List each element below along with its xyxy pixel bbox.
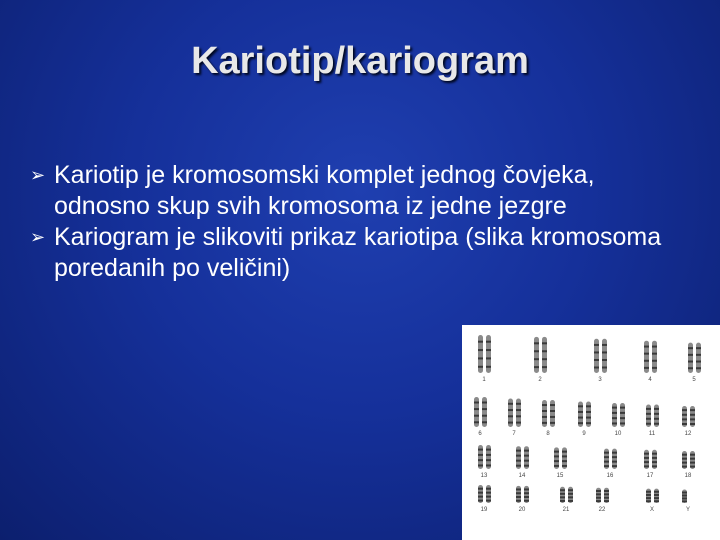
chromosome-band bbox=[508, 403, 513, 405]
chromosome-band bbox=[508, 415, 513, 417]
chromosome-band bbox=[550, 416, 555, 418]
chromosome-band bbox=[696, 354, 701, 356]
chromosome-band bbox=[482, 408, 487, 410]
chromosome-band bbox=[612, 461, 617, 463]
chromosome-band bbox=[654, 494, 659, 496]
chromosome-band bbox=[560, 493, 565, 495]
chromosome-band bbox=[568, 496, 573, 498]
chromosome-band bbox=[652, 457, 657, 459]
chromosome-band bbox=[542, 366, 547, 368]
chromosome-band bbox=[516, 409, 521, 411]
chromosome-band bbox=[654, 408, 659, 410]
chromosome-band bbox=[682, 500, 687, 502]
chromosome-band bbox=[516, 500, 521, 502]
chromosome-band bbox=[612, 452, 617, 454]
chromosome-band bbox=[612, 422, 617, 424]
chromosome-band bbox=[534, 358, 539, 360]
chromosome-band bbox=[690, 423, 695, 425]
chromosome-number-label: 18 bbox=[684, 473, 692, 479]
arrow-icon: ➢ bbox=[30, 165, 46, 185]
chromosome-band bbox=[594, 367, 599, 369]
chromosome-band bbox=[654, 500, 659, 502]
chromosome-band bbox=[562, 460, 567, 462]
chromosome-band bbox=[654, 418, 659, 420]
chromosome-band bbox=[646, 408, 651, 410]
chromosome-band bbox=[486, 488, 491, 490]
chromosome-band bbox=[682, 418, 687, 420]
chromosome-number-label: X bbox=[649, 507, 655, 513]
chromosome-band bbox=[604, 500, 609, 502]
chromosome-number-label: 16 bbox=[606, 473, 614, 479]
chromosome-band bbox=[682, 466, 687, 468]
chromosome-band bbox=[646, 494, 651, 496]
chromosome-band bbox=[682, 423, 687, 425]
chromosome-band bbox=[524, 492, 529, 494]
chromosome-band bbox=[682, 409, 687, 411]
chromosome-band bbox=[602, 344, 607, 346]
chromosome-band bbox=[586, 422, 591, 424]
chromosome-band bbox=[474, 421, 479, 423]
chromosome-band bbox=[594, 344, 599, 346]
chromosome-band bbox=[652, 461, 657, 463]
chromosome-number-label: 7 bbox=[512, 431, 516, 437]
chromosome-band bbox=[690, 409, 695, 411]
chromosome-band bbox=[478, 488, 483, 490]
chromosome-band bbox=[554, 455, 559, 457]
chromosome-band bbox=[568, 489, 573, 491]
chromosome-band bbox=[620, 422, 625, 424]
chromosome-band bbox=[646, 497, 651, 499]
chromosome-band bbox=[652, 346, 657, 348]
chromosome-band bbox=[604, 461, 609, 463]
chromosome-band bbox=[478, 349, 483, 351]
chromosome-number-label: 8 bbox=[546, 431, 550, 437]
chromosome-band bbox=[654, 423, 659, 425]
chromosome-band bbox=[524, 465, 529, 467]
chromosome-band bbox=[478, 449, 483, 451]
chromosome-band bbox=[478, 341, 483, 343]
chromosome-band bbox=[516, 465, 521, 467]
chromosome-band bbox=[478, 454, 483, 456]
chromosome-band bbox=[550, 404, 555, 406]
chromosome-band bbox=[550, 422, 555, 424]
chromosome-band bbox=[486, 496, 491, 498]
chromosome-band bbox=[602, 367, 607, 369]
chromosome-band bbox=[644, 367, 649, 369]
chromosome-band bbox=[474, 415, 479, 417]
chromosome-band bbox=[562, 465, 567, 467]
chromosome-band bbox=[682, 497, 687, 499]
chromosome-band bbox=[524, 500, 529, 502]
chromosome-band bbox=[542, 350, 547, 352]
chromosome-band bbox=[486, 454, 491, 456]
chromosome-band bbox=[652, 453, 657, 455]
chromosome-band bbox=[644, 353, 649, 355]
chromosome-band bbox=[542, 410, 547, 412]
bullet-item bbox=[30, 160, 670, 222]
chromosome-band bbox=[524, 488, 529, 490]
chromosome-band bbox=[516, 455, 521, 457]
chromosome-band bbox=[596, 493, 601, 495]
chromosome-band bbox=[550, 410, 555, 412]
bullet-list bbox=[30, 160, 670, 284]
chromosome-band bbox=[682, 462, 687, 464]
chromosome-band bbox=[654, 413, 659, 415]
chromosome-number-label: 13 bbox=[480, 473, 488, 479]
chromosome-band bbox=[478, 357, 483, 359]
chromosome-number-label: 20 bbox=[518, 507, 526, 513]
chromosome-band bbox=[652, 465, 657, 467]
chromosome-band bbox=[560, 496, 565, 498]
chromosome-band bbox=[688, 367, 693, 369]
chromosome-band bbox=[620, 417, 625, 419]
chromosome-number-label: 22 bbox=[598, 507, 606, 513]
chromosome-band bbox=[602, 359, 607, 361]
chromosome-number-label: 14 bbox=[518, 473, 526, 479]
chromosome-band bbox=[478, 366, 483, 368]
chromosome-band bbox=[516, 422, 521, 424]
chromosome-band bbox=[604, 490, 609, 492]
chromosome-number-label: 17 bbox=[646, 473, 654, 479]
chromosome-number-label: Y bbox=[685, 507, 691, 513]
chromosome-band bbox=[604, 465, 609, 467]
chromosome-band bbox=[682, 492, 687, 494]
chromosome-band bbox=[690, 418, 695, 420]
chromosome-band bbox=[654, 491, 659, 493]
chromosome-band bbox=[604, 456, 609, 458]
chromosome-band bbox=[482, 415, 487, 417]
chromosome-band bbox=[612, 417, 617, 419]
chromosome-band bbox=[516, 492, 521, 494]
chromosome-band bbox=[644, 453, 649, 455]
chromosome-band bbox=[524, 460, 529, 462]
chromosome-band bbox=[654, 497, 659, 499]
chromosome-band bbox=[568, 493, 573, 495]
chromosome-band bbox=[696, 367, 701, 369]
chromosome-band bbox=[578, 405, 583, 407]
chromosome-band bbox=[508, 422, 513, 424]
chromosome-band bbox=[516, 403, 521, 405]
chromosome-band bbox=[586, 417, 591, 419]
chromosome-band bbox=[604, 493, 609, 495]
chromosome-band bbox=[644, 457, 649, 459]
chromosome-band bbox=[486, 500, 491, 502]
chromosome-band bbox=[644, 360, 649, 362]
chromosome-band bbox=[620, 407, 625, 409]
chromosome-number-label: 5 bbox=[692, 377, 696, 383]
karyogram-image bbox=[462, 325, 720, 540]
chromosome-band bbox=[596, 490, 601, 492]
chromosome-band bbox=[612, 465, 617, 467]
chromosome-band bbox=[478, 500, 483, 502]
chromosome-number-label: 1 bbox=[482, 377, 486, 383]
chromosome-band bbox=[542, 342, 547, 344]
chromosome-band bbox=[646, 418, 651, 420]
arrow-icon: ➢ bbox=[30, 227, 46, 247]
chromosome-band bbox=[604, 497, 609, 499]
chromosome-band bbox=[516, 415, 521, 417]
bullet-item bbox=[30, 222, 670, 284]
chromosome-band bbox=[682, 414, 687, 416]
chromosome-band bbox=[560, 489, 565, 491]
chromosome-band bbox=[516, 496, 521, 498]
chromosome-band bbox=[568, 500, 573, 502]
chromosome-band bbox=[594, 351, 599, 353]
chromosome-band bbox=[486, 492, 491, 494]
chromosome-band bbox=[696, 361, 701, 363]
chromosome-band bbox=[524, 496, 529, 498]
chromosome-number-label: 3 bbox=[598, 377, 602, 383]
chromosome-number-label: 10 bbox=[614, 431, 622, 437]
chromosome-number-label: 21 bbox=[562, 507, 570, 513]
chromosome-band bbox=[620, 412, 625, 414]
chromosome-band bbox=[652, 360, 657, 362]
chromosome-band bbox=[478, 496, 483, 498]
chromosome-band bbox=[482, 421, 487, 423]
bullet-text: Kariogram je slikoviti prikaz kariotipa (slika kromosoma poredanih po veličini) bbox=[54, 223, 662, 282]
chromosome-band bbox=[682, 494, 687, 496]
chromosome-band bbox=[554, 451, 559, 453]
chromosome-band bbox=[478, 492, 483, 494]
chromosome-band bbox=[578, 422, 583, 424]
chromosome-band bbox=[594, 359, 599, 361]
chromosome-band bbox=[646, 413, 651, 415]
chromosome-band bbox=[562, 451, 567, 453]
chromosome-band bbox=[554, 465, 559, 467]
chromosome-band bbox=[474, 408, 479, 410]
chromosome-band bbox=[596, 497, 601, 499]
chromosome-number-label: 19 bbox=[480, 507, 488, 513]
chromosome-number-label: 11 bbox=[648, 431, 656, 437]
chromosome-band bbox=[690, 462, 695, 464]
chromosome-band bbox=[682, 454, 687, 456]
chromosome-band bbox=[542, 404, 547, 406]
chromosome-band bbox=[474, 402, 479, 404]
chromosome-number-label: 4 bbox=[648, 377, 652, 383]
chromosome-band bbox=[578, 417, 583, 419]
chromosome-band bbox=[688, 347, 693, 349]
chromosome-band bbox=[612, 412, 617, 414]
chromosome-band bbox=[586, 405, 591, 407]
chromosome-band bbox=[604, 452, 609, 454]
slide-title: Kariotip/kariogram bbox=[191, 40, 529, 82]
chromosome-band bbox=[602, 351, 607, 353]
chromosome-band bbox=[542, 358, 547, 360]
chromosome-band bbox=[478, 459, 483, 461]
chromosome-band bbox=[646, 491, 651, 493]
chromosome-band bbox=[690, 414, 695, 416]
chromosome-band bbox=[560, 500, 565, 502]
chromosome-band bbox=[652, 367, 657, 369]
chromosome-band bbox=[644, 461, 649, 463]
chromosome-band bbox=[652, 353, 657, 355]
chromosome-band bbox=[612, 456, 617, 458]
chromosome-band bbox=[696, 347, 701, 349]
chromosome-band bbox=[682, 458, 687, 460]
chromosome-band bbox=[478, 464, 483, 466]
chromosome-band bbox=[586, 411, 591, 413]
chromosome-band bbox=[486, 366, 491, 368]
chromosome-number-label: 6 bbox=[478, 431, 482, 437]
chromosome-band bbox=[644, 465, 649, 467]
chromosome-band bbox=[516, 450, 521, 452]
chromosome-band bbox=[542, 422, 547, 424]
chromosome-band bbox=[516, 488, 521, 490]
chromosome-band bbox=[486, 449, 491, 451]
chromosome-band bbox=[534, 366, 539, 368]
chromosome-number-label: 12 bbox=[684, 431, 692, 437]
chromosome-band bbox=[646, 500, 651, 502]
chromosome-band bbox=[688, 361, 693, 363]
chromosome-band bbox=[612, 407, 617, 409]
chromosome-band bbox=[516, 460, 521, 462]
chromosome-band bbox=[508, 409, 513, 411]
chromosome-band bbox=[646, 423, 651, 425]
chromosome-band bbox=[486, 459, 491, 461]
chromosome-band bbox=[690, 466, 695, 468]
chromosome-band bbox=[596, 500, 601, 502]
chromosome-band bbox=[486, 357, 491, 359]
chromosome-band bbox=[486, 341, 491, 343]
chromosome-band bbox=[524, 450, 529, 452]
bullet-text: Kariotip je kromosomski komplet jednog čovjeka, odnosno skup svih kromosoma iz jedne jezgre bbox=[54, 161, 595, 220]
chromosome-number-label: 15 bbox=[556, 473, 564, 479]
chromosome-band bbox=[486, 349, 491, 351]
chromosome-band bbox=[482, 402, 487, 404]
chromosome-band bbox=[644, 346, 649, 348]
chromosome-band bbox=[554, 460, 559, 462]
karyogram-figure bbox=[462, 325, 720, 540]
chromosome-band bbox=[690, 454, 695, 456]
chromosome-number-label: 9 bbox=[582, 431, 586, 437]
chromosome-band bbox=[562, 455, 567, 457]
chromosome-band bbox=[690, 458, 695, 460]
chromosome-band bbox=[524, 455, 529, 457]
chromosome-number-label: 2 bbox=[538, 377, 542, 383]
chromosome-band bbox=[542, 416, 547, 418]
chromosome-band bbox=[578, 411, 583, 413]
chromosome-band bbox=[534, 350, 539, 352]
chromosome-band bbox=[486, 464, 491, 466]
chromosome-band bbox=[534, 342, 539, 344]
chromosome-band bbox=[688, 354, 693, 356]
